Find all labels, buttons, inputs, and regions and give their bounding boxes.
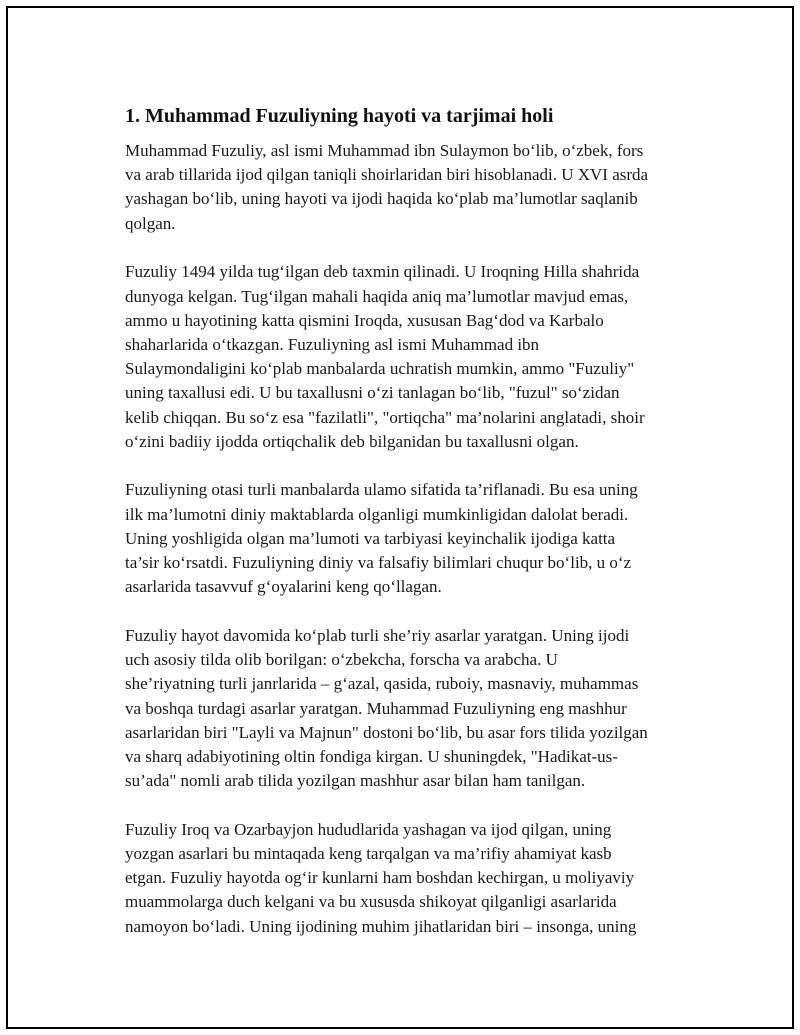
- paragraph-line: asarlaridan biri "Layli va Majnun" dostoni bo‘lib, bu asar fors tilida yozilgan: [125, 722, 648, 742]
- paragraph-line: etgan. Fuzuliy hayotda og‘ir kunlarni ham boshdan kechirgan, u moliyaviy: [125, 868, 635, 888]
- paragraph-line: asarlarida tasavvuf g‘oyalarini keng qo‘llagan.: [125, 577, 442, 597]
- paragraph-line: Fuzuliy hayot davomida ko‘plab turli she’riy asarlar yaratgan. Uning ijodi: [125, 625, 630, 645]
- paragraph-line: va boshqa turdagi asarlar yaratgan. Muhammad Fuzuliyning eng mashhur: [125, 698, 627, 718]
- paragraph-line: Fuzuliy 1494 yilda tug‘ilgan deb taxmin qilinadi. U Iroqning Hilla shahrida: [125, 262, 640, 282]
- paragraph-line: qolgan.: [125, 213, 176, 233]
- paragraph-intro: [125, 139, 695, 236]
- paragraph-line: o‘zini badiiy ijodda ortiqchalik deb bilganidan bu taxallusni olgan.: [125, 431, 579, 451]
- paragraph-line: Sulaymondaligini ko‘plab manbalarda uchratish mumkin, ammo "Fuzuliy": [125, 359, 635, 379]
- paragraph-line: dunyoga kelgan. Tug‘ilgan mahali haqida aniq ma’lumotlar mavjud emas,: [125, 286, 629, 306]
- paragraph-line: Fuzuliyning otasi turli manbalarda ulamo sifatida ta’riflanadi. Bu esa uning: [125, 480, 638, 500]
- paragraph-line: su’ada" nomli arab tilida yozilgan mashhur asar bilan ham tanilgan.: [125, 771, 586, 791]
- paragraph-line: va arab tillarida ijod qilgan taniqli shoirlaridan biri hisoblanadi. U XVI asrda: [125, 165, 649, 185]
- paragraph-line: ilk ma’lumotni diniy maktablarda olganligi mumkinligidan dalolat beradi.: [125, 504, 629, 524]
- paragraph-line: Fuzuliy Iroq va Ozarbayjon hududlarida yashagan va ijod qilgan, uning: [125, 819, 612, 839]
- paragraph-line: yashagan bo‘lib, uning hayoti va ijodi haqida ko‘plab ma’lumotlar saqlanib: [125, 189, 638, 209]
- paragraph-line: muammolarga duch kelgani va bu xususda shikoyat qilganligi asarlarida: [125, 892, 617, 912]
- document-body: [125, 103, 695, 963]
- paragraph-birth: [125, 260, 695, 454]
- paragraph-works: [125, 624, 695, 793]
- paragraph-line: Muhammad Fuzuliy, asl ismi Muhammad ibn Sulaymon bo‘lib, o‘zbek, fors: [125, 141, 644, 160]
- paragraph-line: ta’sir ko‘rsatdi. Fuzuliyning diniy va falsafiy bilimlari chuqur bo‘lib, u o‘z: [125, 553, 632, 573]
- paragraph-line: yozgan asarlari bu mintaqada keng tarqalgan va ma’rifiy ahamiyat kasb: [125, 844, 612, 864]
- paragraph-line: uch asosiy tilda olib borilgan: o‘zbekcha, forscha va arabcha. U: [125, 650, 558, 670]
- paragraph-regions: [125, 818, 695, 939]
- page-frame: [6, 6, 794, 1029]
- paragraph-line: ammo u hayotining katta qismini Iroqda, xususan Bag‘dod va Karbalo: [125, 310, 604, 330]
- paragraph-line: kelib chiqqan. Bu so‘z esa "fazilatli", "ortiqcha" ma’nolarini anglatadi, shoir: [125, 407, 645, 427]
- paragraph-father: [125, 478, 695, 599]
- paragraph-line: shaharlarida o‘tkazgan. Fuzuliyning asl ismi Muhammad ibn: [125, 334, 540, 354]
- paragraph-line: namoyon bo‘ladi. Uning ijodining muhim jihatlaridan biri – insonga, uning: [125, 916, 637, 936]
- paragraph-line: uning taxallusi edi. U bu taxallusni o‘zi tanlagan bo‘lib, "fuzul" so‘zidan: [125, 383, 620, 403]
- paragraph-line: va sharq adabiyotining oltin fondiga kirgan. U shuningdek, "Hadikat-us-: [125, 746, 618, 766]
- paragraph-line: Uning yoshligida olgan ma’lumoti va tarbiyasi keyinchalik ijodiga katta: [125, 528, 616, 548]
- section-heading: 1. Muhammad Fuzuliyning hayoti va tarjimai holi: [125, 105, 554, 127]
- paragraph-line: she’riyatning turli janrlarida – g‘azal, qasida, ruboiy, masnaviy, muhammas: [125, 674, 639, 694]
